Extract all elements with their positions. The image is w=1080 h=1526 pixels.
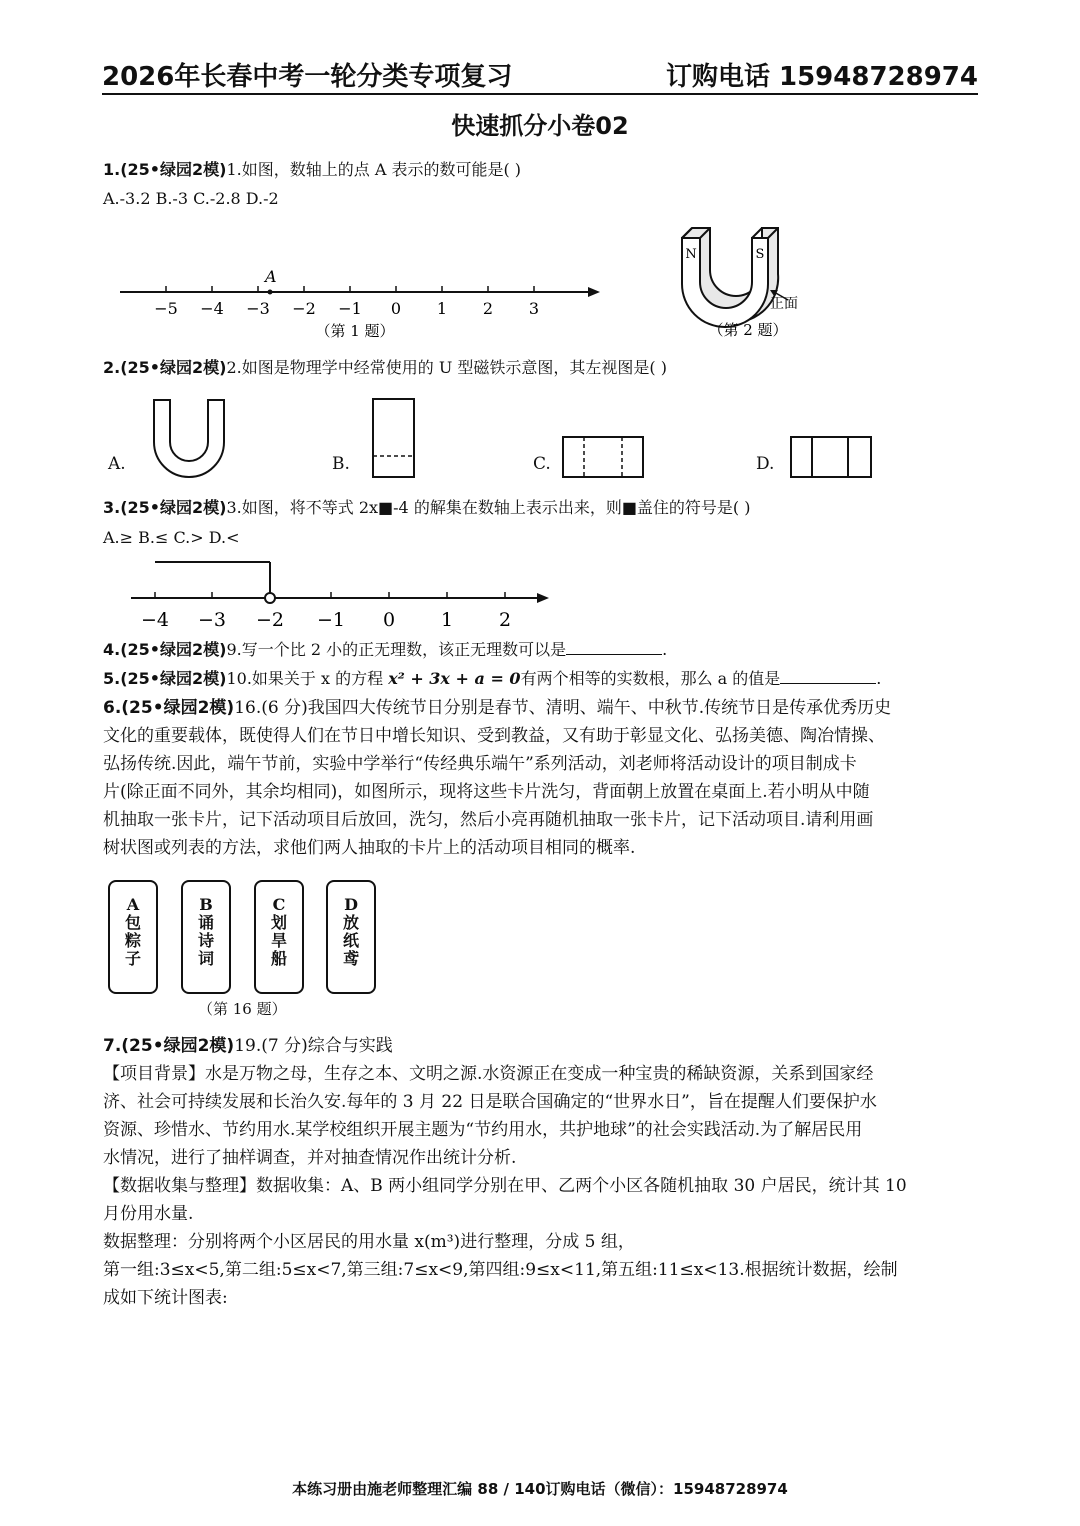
number-line-arrow — [588, 287, 600, 297]
option-d-label: D. — [756, 454, 775, 474]
question-3-options: A.≥ B.≤ C.> D.< — [103, 528, 240, 547]
question-7-title-line: 7.(25•绿园2模)19.(7 分)综合与实践 — [103, 1036, 393, 1056]
tick-label: −1 — [316, 609, 346, 631]
question-7-line: 资源、珍惜水、节约用水.某学校组织开展主题为“节约用水，共护地球”的社会实践活动.为了解居民用 — [103, 1120, 863, 1140]
question-2-text: 2.如图是物理学中经常使用的 U 型磁铁示意图，其左视图是( ) — [226, 358, 667, 377]
tick-label: 2 — [482, 299, 494, 318]
question-3-tag: 3.(25•绿园2模) — [103, 498, 227, 517]
question-3-text: 3.如图，将不等式 2x■-4 的解集在数轴上表示出来，则■盖住的符号是( ) — [226, 498, 751, 517]
question-5-text-b: 有两个相等的实数根，那么 a 的值是 — [520, 669, 781, 688]
page-title: 快速抓分小卷02 — [451, 112, 629, 140]
question-1-options: A.-3.2 B.-3 C.-2.8 D.-2 — [103, 189, 279, 208]
tick-label: 0 — [382, 609, 396, 631]
tick-label: −3 — [197, 609, 227, 631]
question-7-line: 成如下统计图表: — [103, 1288, 228, 1308]
question-3 — [103, 498, 751, 518]
question-7-line: 济、社会可持续发展和长治久安.每年的 3 月 22 日是联合国确定的“世界水日”，旨在提醒人们要保护水 — [103, 1092, 877, 1112]
question-5-equation: x² + 3x + a = 0 — [388, 669, 521, 688]
tick-label: 3 — [528, 299, 540, 318]
figure-1-caption: （第 1 题） — [315, 322, 395, 340]
page-footer: 本练习册由施老师整理汇编 88 / 140订购电话（微信）：15948728974 — [292, 1480, 788, 1498]
question-5-text-a: 10.如果关于 x 的方程 — [226, 669, 389, 688]
figure-2-caption: （第 2 题） — [708, 321, 788, 339]
question-6-line: 文化的重要载体，既使得人们在节日中增长知识、受到教益，又有助于彰显文化、弘扬美德、陶冶情操、 — [103, 726, 885, 746]
option-c-label: C. — [533, 454, 551, 474]
option-a-figure — [152, 398, 226, 478]
answer-blank[interactable] — [566, 640, 662, 655]
magnet-n-label: N — [685, 247, 697, 262]
question-6-line: 片(除正面不同外，其余均相同)，如图所示，现将这些卡片洗匀，背面朝上放置在桌面上.若小明从中随 — [103, 782, 870, 802]
point-a — [268, 290, 273, 295]
u-magnet-figure — [670, 222, 820, 342]
question-6-tag: 6.(25•绿园2模) — [103, 698, 235, 718]
question-5-tag: 5.(25•绿园2模) — [103, 669, 227, 688]
tick-label: 0 — [390, 299, 402, 318]
header-phone: 订购电话 15948728974 — [665, 62, 978, 92]
option-b-figure — [372, 398, 416, 480]
question-5-end: . — [876, 669, 882, 688]
tick-label: 2 — [498, 609, 512, 631]
question-1-tag: 1.(25•绿园2模) — [103, 160, 227, 179]
question-7-line: 数据整理：分别将两个小区居民的用水量 x(m³)进行整理，分成 5 组， — [103, 1232, 635, 1252]
question-1 — [103, 160, 521, 180]
question-7-line: 第一组:3≤x<5,第二组:5≤x<7,第三组:7≤x<9,第四组:9≤x<11,第五组:11≤x<13.根据统计数据，绘制 — [103, 1260, 898, 1280]
question-4-text: 9.写一个比 2 小的正无理数，该正无理数可以是 — [226, 640, 567, 659]
front-label: 正面 — [770, 296, 798, 312]
activity-card-b: B 诵 诗 词 — [181, 880, 231, 994]
header-title: 2026年长春中考一轮分类专项复习 — [102, 62, 513, 92]
option-b-label: B. — [332, 454, 350, 474]
tick-label: −1 — [338, 299, 362, 318]
question-6 — [103, 694, 979, 862]
open-endpoint — [265, 593, 275, 603]
activity-card-a: A 包 粽 子 — [108, 880, 158, 994]
question-4-end: . — [662, 640, 668, 659]
question-4 — [103, 640, 667, 660]
question-6-line: 6.(25•绿园2模)16.(6 分)我国四大传统节日分别是春节、清明、端午、中秋节.传统节日是传承优秀历史 — [103, 698, 892, 718]
tick-label: −2 — [255, 609, 285, 631]
question-1-text: 1.如图，数轴上的点 A 表示的数可能是( ) — [226, 160, 522, 179]
figure-16-caption: （第 16 题） — [198, 1000, 287, 1018]
question-2-tag: 2.(25•绿园2模) — [103, 358, 227, 377]
option-d-figure — [790, 436, 874, 478]
tick-label: −4 — [200, 299, 224, 318]
question-7 — [103, 1032, 979, 1312]
tick-label: −2 — [292, 299, 316, 318]
question-7-line: 【数据收集与整理】数据收集：A、B 两小组同学分别在甲、乙两个小区各随机抽取 30 户居民，统计其 10 — [103, 1176, 907, 1196]
magnet-s-label: S — [755, 247, 765, 262]
question-3-number-line — [125, 556, 555, 634]
question-7-line: 水情况，进行了抽样调查，并对抽查情况作出统计分析. — [103, 1148, 517, 1168]
question-6-line: 机抽取一张卡片，记下活动项目后放回，洗匀，然后小亮再随机抽取一张卡片，记下活动项目.请利用画 — [103, 810, 874, 830]
question-6-line: 树状图或列表的方法，求他们两人抽取的卡片上的活动项目相同的概率. — [103, 838, 636, 858]
activity-card-d: D 放 纸 鸢 — [326, 880, 376, 994]
tick-label: −3 — [246, 299, 270, 318]
activity-card-c: C 划 旱 船 — [254, 880, 304, 994]
point-a-label: A — [265, 267, 277, 286]
question-2 — [103, 358, 667, 378]
question-7-line: 【项目背景】水是万物之母，生存之本、文明之源.水资源正在变成一种宝贵的稀缺资源，关系到国家经 — [103, 1064, 874, 1084]
answer-blank[interactable] — [780, 669, 876, 684]
tick-label: −4 — [140, 609, 170, 631]
question-7-tag: 7.(25•绿园2模) — [103, 1036, 235, 1056]
tick-label: 1 — [440, 609, 454, 631]
option-a-label: A. — [108, 454, 126, 474]
header-divider — [102, 93, 978, 95]
tick-label: 1 — [436, 299, 448, 318]
tick-label: −5 — [154, 299, 178, 318]
question-4-tag: 4.(25•绿园2模) — [103, 640, 227, 659]
question-1-number-line — [110, 262, 600, 342]
number-line-arrow — [537, 593, 549, 603]
question-6-line: 弘扬传统.因此，端午节前，实验中学举行“传经典乐端午”系列活动，刘老师将活动设计的项目制成卡 — [103, 754, 857, 774]
question-7-line: 月份用水量. — [103, 1204, 194, 1224]
question-5 — [103, 669, 881, 689]
option-c-figure — [562, 436, 646, 478]
